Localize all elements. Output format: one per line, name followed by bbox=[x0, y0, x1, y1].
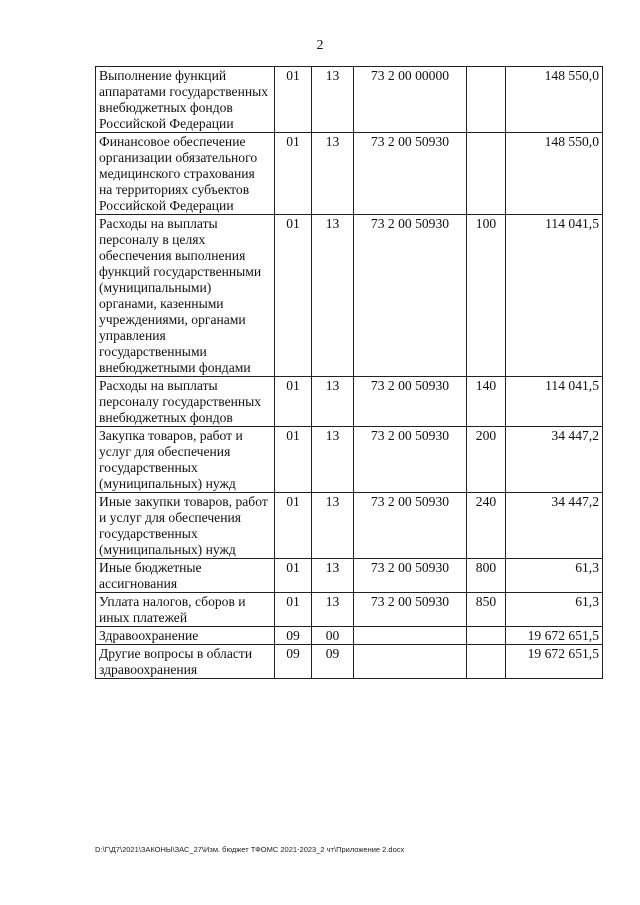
row-sum: 61,3 bbox=[506, 559, 603, 593]
row-sum: 148 550,0 bbox=[506, 133, 603, 215]
table-row bbox=[96, 427, 603, 493]
row-section: 01 bbox=[275, 67, 312, 133]
row-expense-type: 100 bbox=[467, 215, 506, 377]
row-target-article: 73 2 00 50930 bbox=[354, 593, 467, 627]
row-subsection: 13 bbox=[312, 67, 354, 133]
row-target-article: 73 2 00 50930 bbox=[354, 133, 467, 215]
row-section: 01 bbox=[275, 493, 312, 559]
row-section: 01 bbox=[275, 593, 312, 627]
row-name: Расходы на выплаты персоналу государственных внебюджетных фондов bbox=[96, 377, 275, 427]
row-section: 01 bbox=[275, 215, 312, 377]
row-subsection: 09 bbox=[312, 645, 354, 679]
row-expense-type bbox=[467, 133, 506, 215]
row-name: Другие вопросы в области здравоохранения bbox=[96, 645, 275, 679]
row-section: 01 bbox=[275, 427, 312, 493]
row-expense-type bbox=[467, 645, 506, 679]
table-row bbox=[96, 559, 603, 593]
row-section: 09 bbox=[275, 645, 312, 679]
row-target-article: 73 2 00 50930 bbox=[354, 215, 467, 377]
row-expense-type: 800 bbox=[467, 559, 506, 593]
row-expense-type bbox=[467, 67, 506, 133]
row-expense-type: 200 bbox=[467, 427, 506, 493]
row-sum: 34 447,2 bbox=[506, 427, 603, 493]
row-sum: 34 447,2 bbox=[506, 493, 603, 559]
row-section: 09 bbox=[275, 627, 312, 645]
row-sum: 114 041,5 bbox=[506, 377, 603, 427]
row-sum: 19 672 651,5 bbox=[506, 627, 603, 645]
table-row bbox=[96, 493, 603, 559]
row-section: 01 bbox=[275, 377, 312, 427]
table-row bbox=[96, 593, 603, 627]
row-name: Иные бюджетные ассигнования bbox=[96, 559, 275, 593]
row-sum: 114 041,5 bbox=[506, 215, 603, 377]
row-target-article bbox=[354, 645, 467, 679]
row-target-article: 73 2 00 50930 bbox=[354, 427, 467, 493]
row-subsection: 00 bbox=[312, 627, 354, 645]
row-expense-type: 240 bbox=[467, 493, 506, 559]
row-sum: 148 550,0 bbox=[506, 67, 603, 133]
row-subsection: 13 bbox=[312, 133, 354, 215]
row-target-article: 73 2 00 50930 bbox=[354, 377, 467, 427]
row-expense-type bbox=[467, 627, 506, 645]
table-row bbox=[96, 133, 603, 215]
table-row bbox=[96, 627, 603, 645]
table-row bbox=[96, 215, 603, 377]
page-number: 2 bbox=[316, 38, 324, 53]
row-subsection: 13 bbox=[312, 493, 354, 559]
row-name: Выполнение функций аппаратами государственных внебюджетных фондов Российской Федерации bbox=[96, 67, 275, 133]
row-name: Уплата налогов, сборов и иных платежей bbox=[96, 593, 275, 627]
budget-table bbox=[95, 66, 603, 679]
row-subsection: 13 bbox=[312, 377, 354, 427]
row-subsection: 13 bbox=[312, 593, 354, 627]
row-target-article bbox=[354, 627, 467, 645]
row-name: Иные закупки товаров, работ и услуг для обеспечения государственных (муниципальных) нужд bbox=[96, 493, 275, 559]
row-target-article: 73 2 00 50930 bbox=[354, 559, 467, 593]
footer-file-path: D:\Г\Д7\2021\ЗАКОНЫ\ЗАС_27\Изм. бюджет ТФОМС 2021-2023_2 чт\Приложение 2.docx bbox=[95, 845, 405, 854]
row-name: Финансовое обеспечение организации обязательного медицинского страхования на территориях субъектов Российской Федерации bbox=[96, 133, 275, 215]
row-name: Закупка товаров, работ и услуг для обеспечения государственных (муниципальных) нужд bbox=[96, 427, 275, 493]
row-expense-type: 140 bbox=[467, 377, 506, 427]
row-expense-type: 850 bbox=[467, 593, 506, 627]
row-section: 01 bbox=[275, 133, 312, 215]
table-row bbox=[96, 645, 603, 679]
table-row bbox=[96, 377, 603, 427]
row-sum: 61,3 bbox=[506, 593, 603, 627]
row-subsection: 13 bbox=[312, 559, 354, 593]
table-row bbox=[96, 67, 603, 133]
row-subsection: 13 bbox=[312, 427, 354, 493]
row-name: Расходы на выплаты персоналу в целях обеспечения выполнения функций государственными (муниципальными) органами, казенными учреждениями, органами управления государственными внебюджетными фондами bbox=[96, 215, 275, 377]
row-name: Здравоохранение bbox=[96, 627, 275, 645]
row-section: 01 bbox=[275, 559, 312, 593]
row-sum: 19 672 651,5 bbox=[506, 645, 603, 679]
row-target-article: 73 2 00 00000 bbox=[354, 67, 467, 133]
row-subsection: 13 bbox=[312, 215, 354, 377]
row-target-article: 73 2 00 50930 bbox=[354, 493, 467, 559]
